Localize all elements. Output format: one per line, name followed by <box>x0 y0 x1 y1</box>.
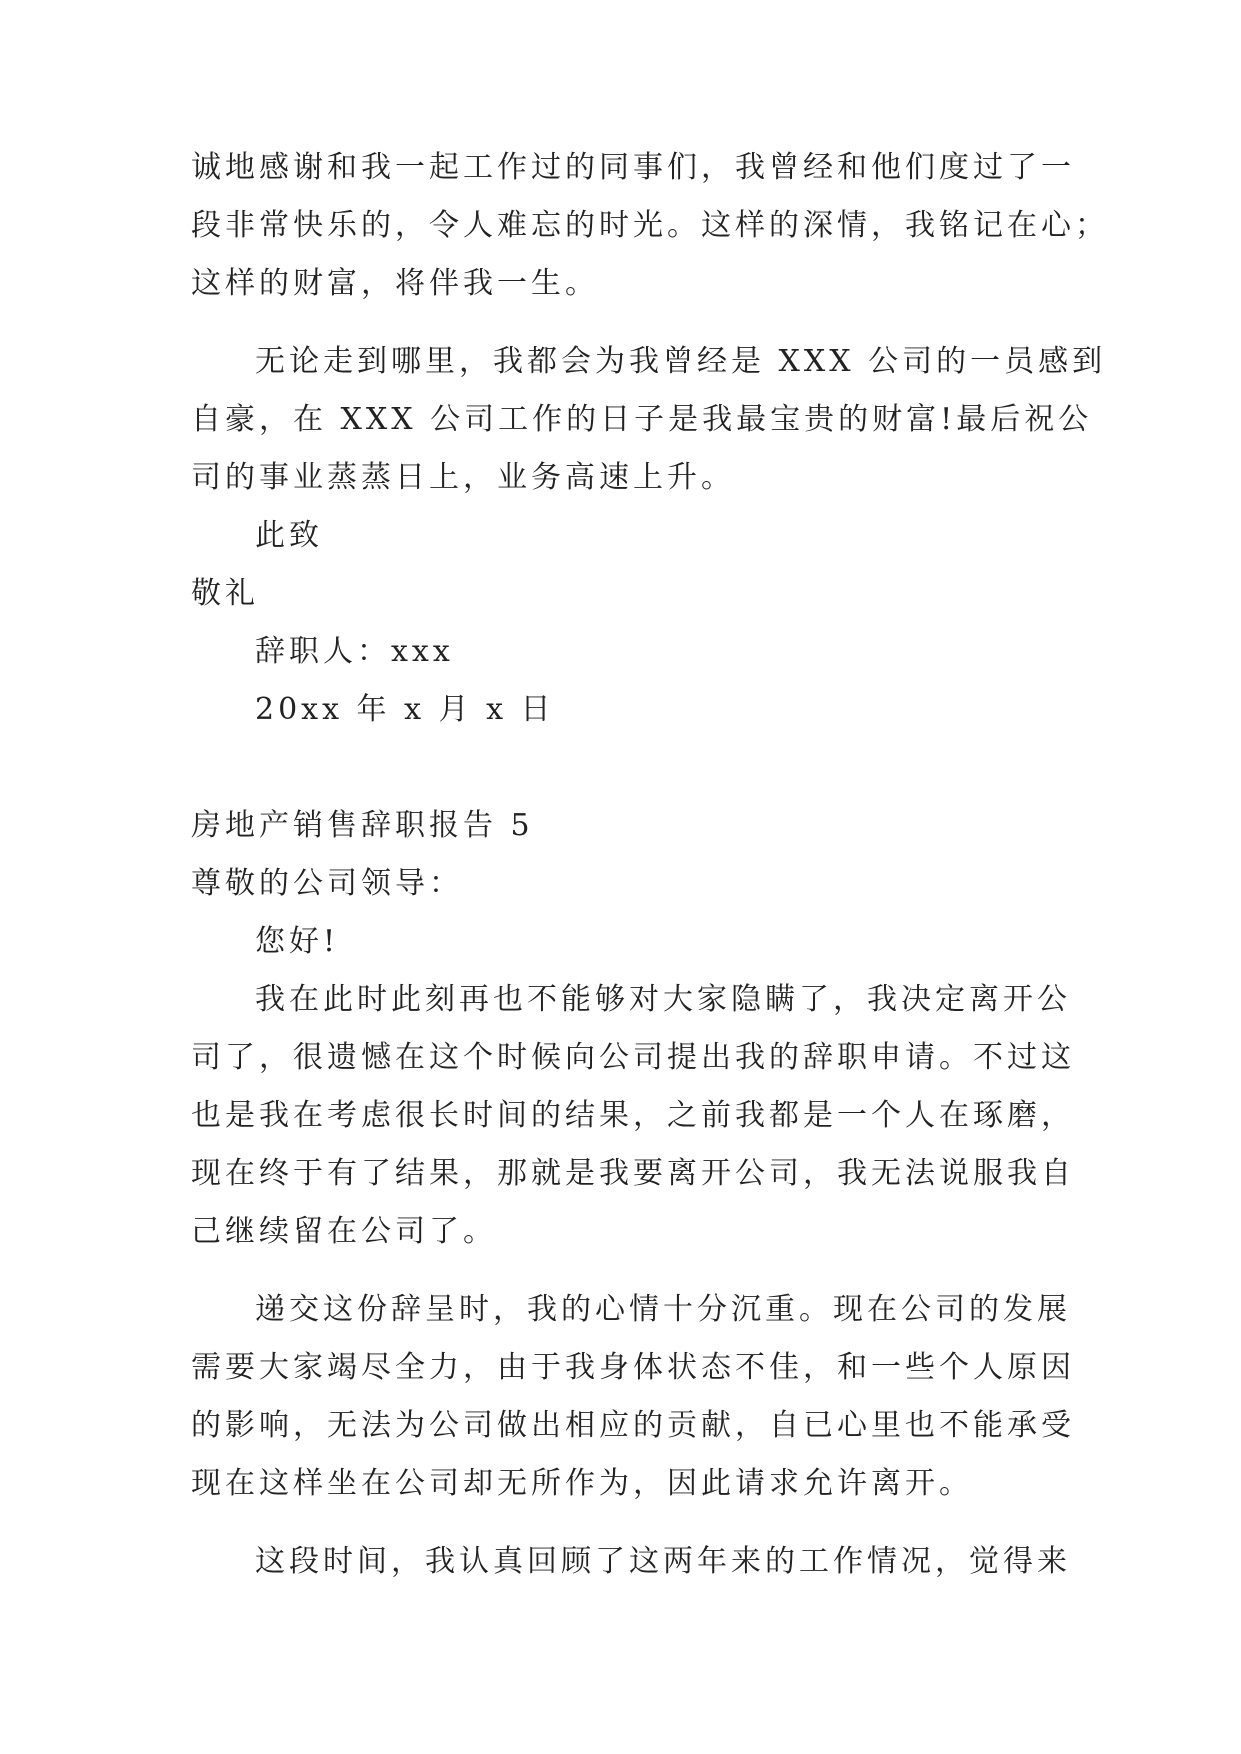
paragraph-line: 我在此时此刻再也不能够对大家隐瞒了，我决定离开公 <box>255 982 1071 1017</box>
closing-salutation: 此致 <box>255 518 323 553</box>
paragraph-line: 现在这样坐在公司却无所作为，因此请求允许离开。 <box>191 1466 973 1501</box>
paragraph-line: 也是我在考虑很长时间的结果，之前我都是一个人在琢磨， <box>191 1098 1075 1133</box>
paragraph-line: 的影响，无法为公司做出相应的贡献，自已心里也不能承受 <box>191 1408 1075 1443</box>
paragraph-line: 需要大家竭尽全力，由于我身体状态不佳，和一些个人原因 <box>191 1350 1075 1385</box>
paragraph-line: 这段时间，我认真回顾了这两年来的工作情况，觉得来 <box>255 1544 1071 1579</box>
letter-hello: 您好! <box>255 924 340 959</box>
paragraph-line: 司的事业蒸蒸日上，业务高速上升。 <box>191 460 735 495</box>
paragraph-line: 司了，很遗憾在这个时候向公司提出我的辞职申请。不过这 <box>191 1040 1075 1075</box>
signature-name: 辞职人：xxx <box>255 634 454 669</box>
paragraph-line: 现在终于有了结果，那就是我要离开公司，我无法说服我自 <box>191 1156 1075 1191</box>
paragraph-line: 段非常快乐的，令人难忘的时光。这样的深情，我铭记在心； <box>191 208 1109 243</box>
closing-regards: 敬礼 <box>191 576 259 611</box>
paragraph-line: 这样的财富，将伴我一生。 <box>191 266 599 301</box>
paragraph-line: 诚地感谢和我一起工作过的同事们，我曾经和他们度过了一 <box>191 150 1075 185</box>
signature-date: 20xx 年 x 月 x 日 <box>255 692 555 727</box>
section-title: 房地产销售辞职报告 5 <box>191 808 534 843</box>
paragraph-line: 无论走到哪里，我都会为我曾经是 XXX 公司的一员感到 <box>255 344 1107 379</box>
letter-greeting: 尊敬的公司领导： <box>191 866 463 901</box>
paragraph-line: 己继续留在公司了。 <box>191 1214 497 1249</box>
paragraph-line: 递交这份辞呈时，我的心情十分沉重。现在公司的发展 <box>255 1292 1071 1327</box>
paragraph-line: 自豪，在 XXX 公司工作的日子是我最宝贵的财富!最后祝公 <box>191 402 1093 437</box>
